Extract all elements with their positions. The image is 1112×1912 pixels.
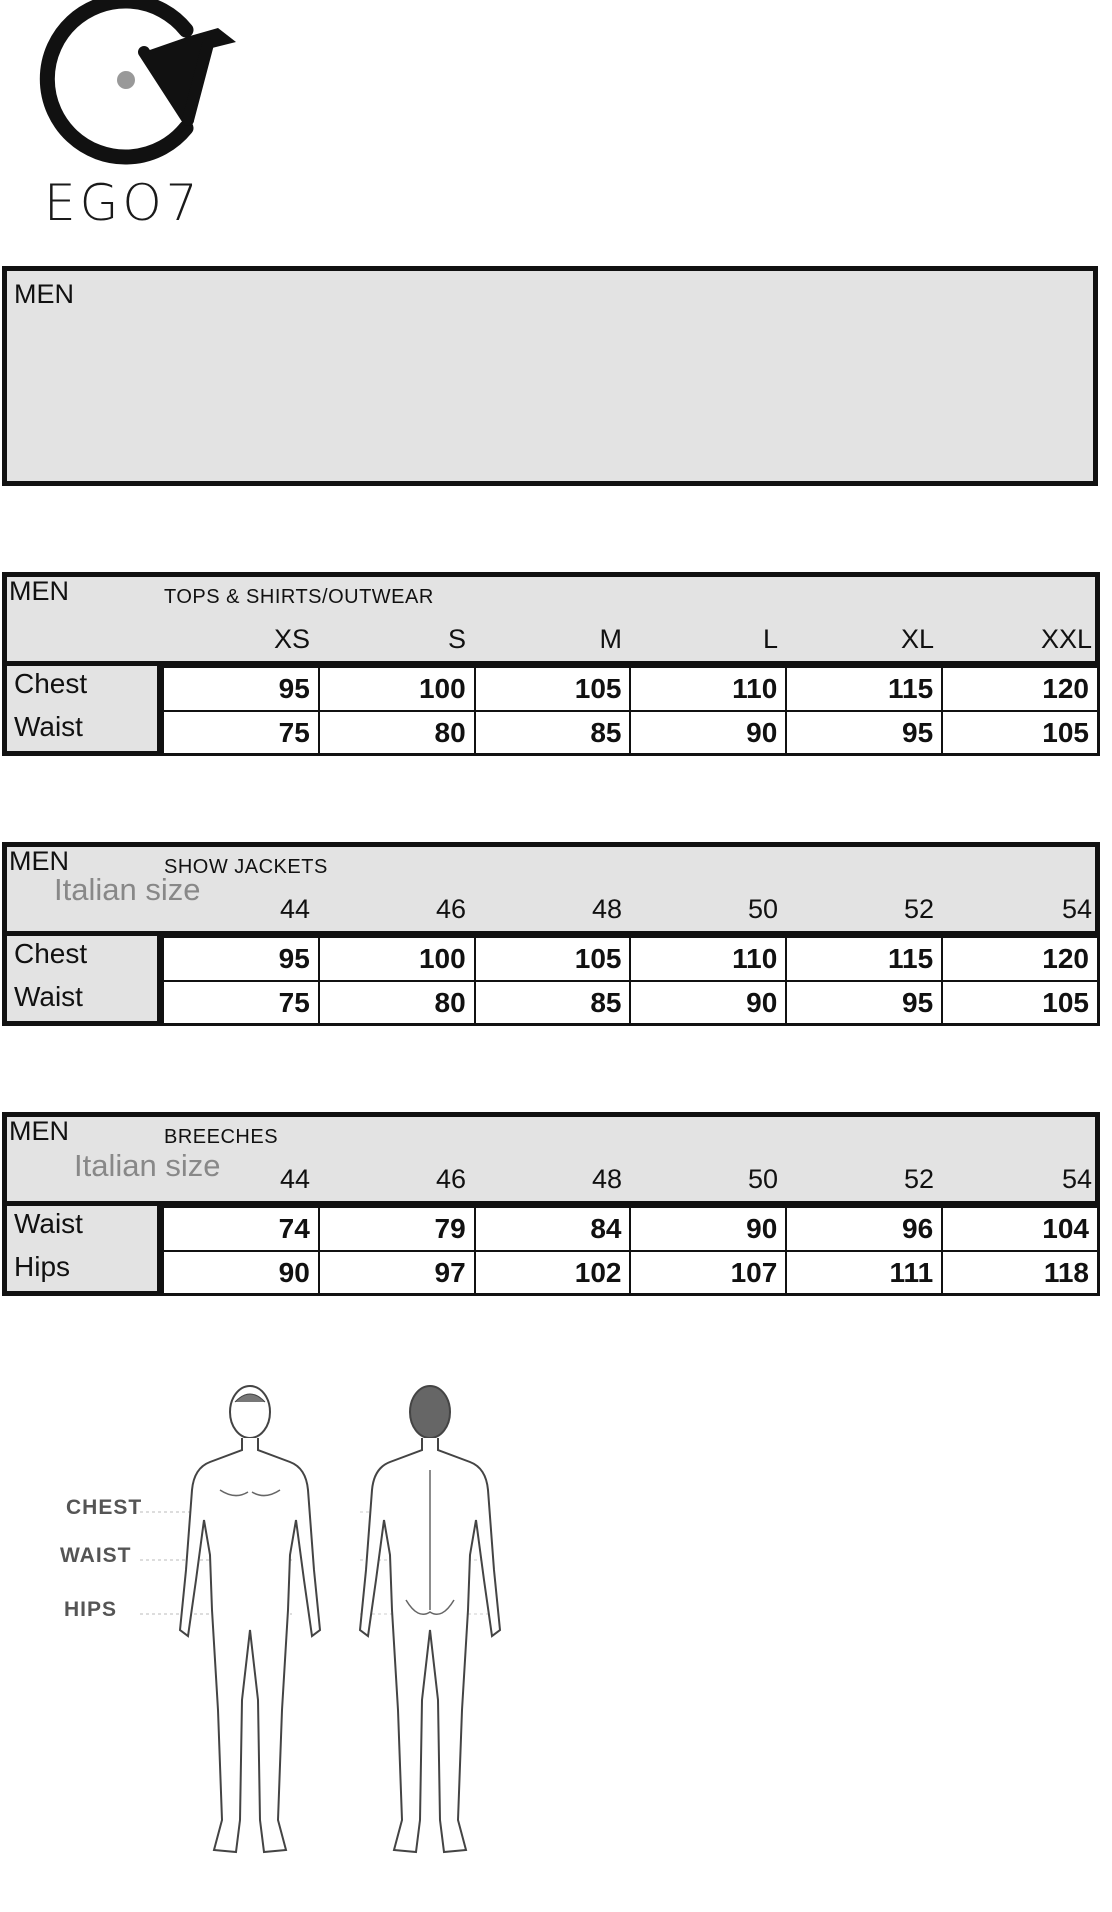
size-label: 46 — [435, 1164, 466, 1194]
size-label: 48 — [591, 1164, 622, 1194]
table-cell: 102 — [474, 1250, 630, 1294]
table-cell: 111 — [785, 1250, 941, 1294]
size-table-breeches — [2, 1112, 1100, 1296]
size-label: 54 — [1061, 1164, 1092, 1194]
table-men-label: MEN — [9, 846, 69, 876]
table-cell: 105 — [474, 666, 630, 710]
table-cell: 118 — [941, 1250, 1097, 1294]
size-label: 50 — [747, 1164, 778, 1194]
table-men-label: MEN — [9, 1116, 69, 1146]
table-cell: 85 — [474, 710, 630, 754]
table-cell: 84 — [474, 1206, 630, 1250]
italian-size-label: Italian size — [54, 872, 201, 907]
size-header-row — [2, 624, 1100, 662]
table-category: SHOW JACKETS — [164, 856, 328, 878]
table-cell: 85 — [474, 980, 630, 1024]
brand-name: EGO7 — [44, 174, 202, 232]
table-cell: 120 — [941, 666, 1097, 710]
row-label: Chest — [14, 938, 88, 969]
table-cell: 110 — [629, 666, 785, 710]
size-label: 48 — [591, 894, 622, 924]
size-table-show-jackets — [2, 842, 1100, 1026]
table-cell: 105 — [941, 710, 1097, 754]
size-label: XS — [273, 624, 310, 654]
table-cell: 90 — [162, 1250, 318, 1294]
table-cell: 115 — [785, 666, 941, 710]
table-cell: 96 — [785, 1206, 941, 1250]
value-grid — [162, 936, 1100, 1026]
size-label: XL — [900, 624, 934, 654]
table-cell: 110 — [629, 936, 785, 980]
table-cell: 90 — [629, 980, 785, 1024]
table-cell: 75 — [162, 710, 318, 754]
size-label: XXL — [1040, 624, 1092, 654]
table-men-label: MEN — [9, 576, 69, 606]
table-cell: 105 — [941, 980, 1097, 1024]
table-category: BREECHES — [164, 1126, 279, 1148]
size-label: L — [762, 624, 778, 654]
table-cell: 107 — [629, 1250, 785, 1294]
size-table-tops — [2, 572, 1100, 756]
body-front-icon — [170, 1380, 330, 1900]
ego7-logo-icon — [36, 0, 236, 168]
body-back-icon — [350, 1380, 510, 1900]
row-label: Chest — [14, 668, 88, 699]
italian-size-label: Italian size — [74, 1148, 221, 1183]
table-cell: 95 — [785, 980, 941, 1024]
size-label: 52 — [903, 894, 934, 924]
waist-label: WAIST — [60, 1544, 132, 1567]
table-cell: 104 — [941, 1206, 1097, 1250]
table-cell: 90 — [629, 1206, 785, 1250]
table-cell: 105 — [474, 936, 630, 980]
row-label-column — [2, 1206, 162, 1296]
row-label: Waist — [14, 711, 83, 742]
size-label: 52 — [903, 1164, 934, 1194]
row-label: Hips — [14, 1251, 71, 1282]
table-cell: 90 — [629, 710, 785, 754]
row-label: Waist — [14, 1208, 83, 1239]
value-grid — [162, 666, 1100, 756]
measurement-figure — [60, 1380, 600, 1900]
table-cell: 120 — [941, 936, 1097, 980]
table-cell: 97 — [318, 1250, 474, 1294]
size-label: 44 — [279, 894, 310, 924]
table-cell: 95 — [785, 710, 941, 754]
size-label: 54 — [1061, 894, 1092, 924]
row-label-column — [2, 936, 162, 1026]
table-category: TOPS & SHIRTS/OUTWEAR — [164, 586, 434, 608]
table-cell: 115 — [785, 936, 941, 980]
table-cell: 80 — [318, 710, 474, 754]
table-cell: 74 — [162, 1206, 318, 1250]
value-grid — [162, 1206, 1100, 1296]
size-header-row — [2, 894, 1100, 932]
table-cell: 100 — [318, 936, 474, 980]
intro-box — [2, 266, 1098, 486]
intro-label: MEN — [14, 279, 74, 309]
size-label: M — [599, 624, 622, 654]
table-cell: 95 — [162, 666, 318, 710]
size-header-row — [2, 1164, 1100, 1202]
size-label: 50 — [747, 894, 778, 924]
size-label: S — [447, 624, 466, 654]
table-cell: 79 — [318, 1206, 474, 1250]
chest-label: CHEST — [66, 1496, 143, 1519]
table-cell: 80 — [318, 980, 474, 1024]
table-cell: 100 — [318, 666, 474, 710]
size-label: 46 — [435, 894, 466, 924]
row-label: Waist — [14, 981, 83, 1012]
size-label: 44 — [279, 1164, 310, 1194]
table-cell: 95 — [162, 936, 318, 980]
hips-label: HIPS — [64, 1598, 118, 1621]
table-cell: 75 — [162, 980, 318, 1024]
row-label-column — [2, 666, 162, 756]
